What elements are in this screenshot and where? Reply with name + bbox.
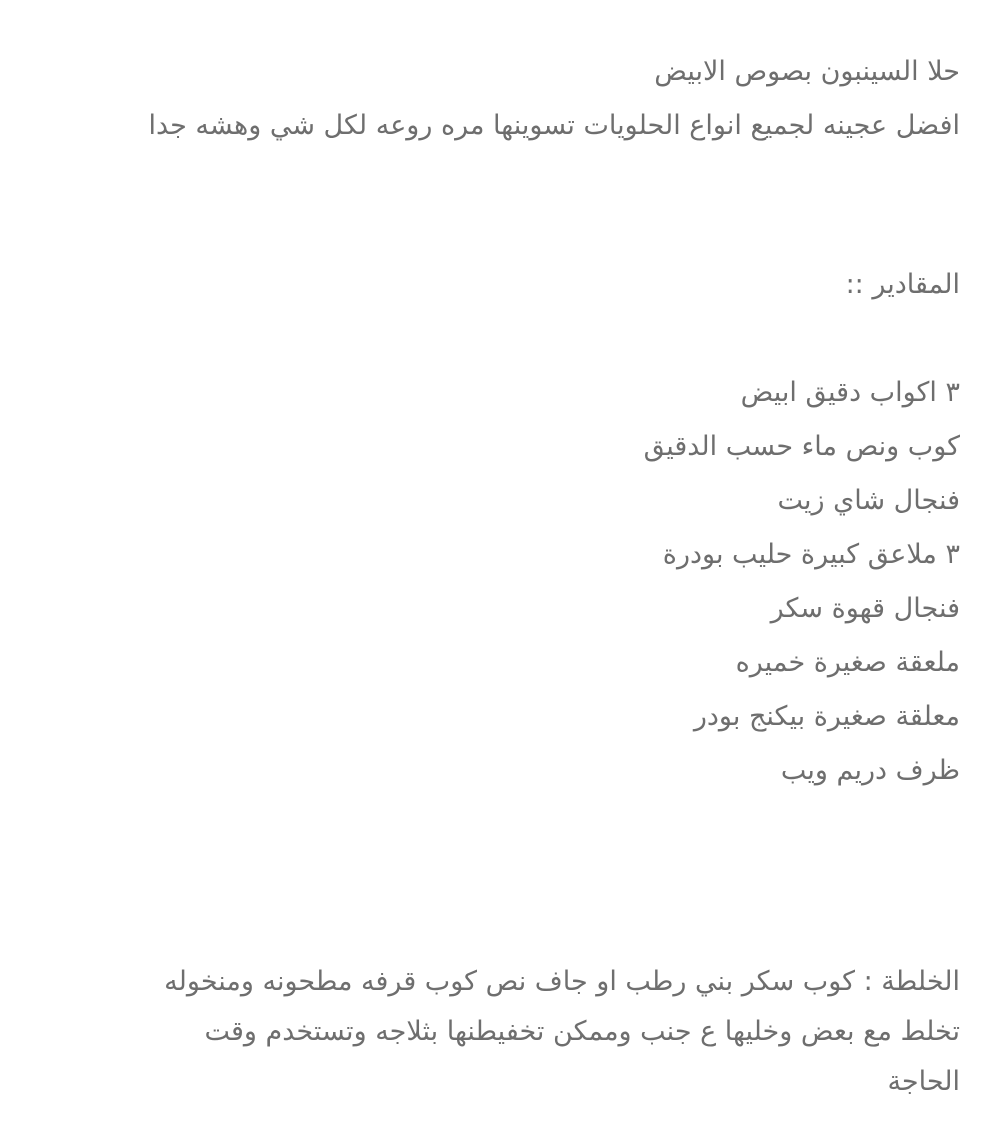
ingredients-heading: المقادير :: [845, 269, 960, 300]
ingredient-item: ٣ ملاعق كبيرة حليب بودرة [662, 539, 960, 570]
filling-paragraph [100, 957, 960, 1107]
ingredient-item: ٣ اكواب دقيق ابيض [740, 377, 960, 408]
recipe-subtitle: افضل عجينه لجميع انواع الحلويات تسوينها مره روعه لكل شي وهشه جدا [148, 110, 960, 141]
ingredient-item: كوب ونص ماء حسب الدقيق [643, 431, 960, 462]
recipe-title: حلا السينبون بصوص الابيض [654, 56, 960, 87]
ingredient-item: معلقة صغيرة بيكنج بودر [693, 701, 960, 732]
filling-line: الخلطة : كوب سكر بني رطب او جاف نص كوب قرفه مطحونه ومنخوله [164, 966, 960, 997]
ingredient-item: ملعقة صغيرة خميره [735, 647, 960, 678]
ingredient-item: ظرف دريم ويب [780, 755, 960, 786]
ingredient-item: فنجال شاي زيت [777, 485, 960, 516]
filling-line: الحاجة [887, 1066, 960, 1097]
ingredient-item: فنجال قهوة سكر [770, 593, 960, 624]
filling-line: تخلط مع بعض وخليها ع جنب وممكن تخفيطنها بثلاجه وتستخدم وقت [204, 1016, 960, 1047]
